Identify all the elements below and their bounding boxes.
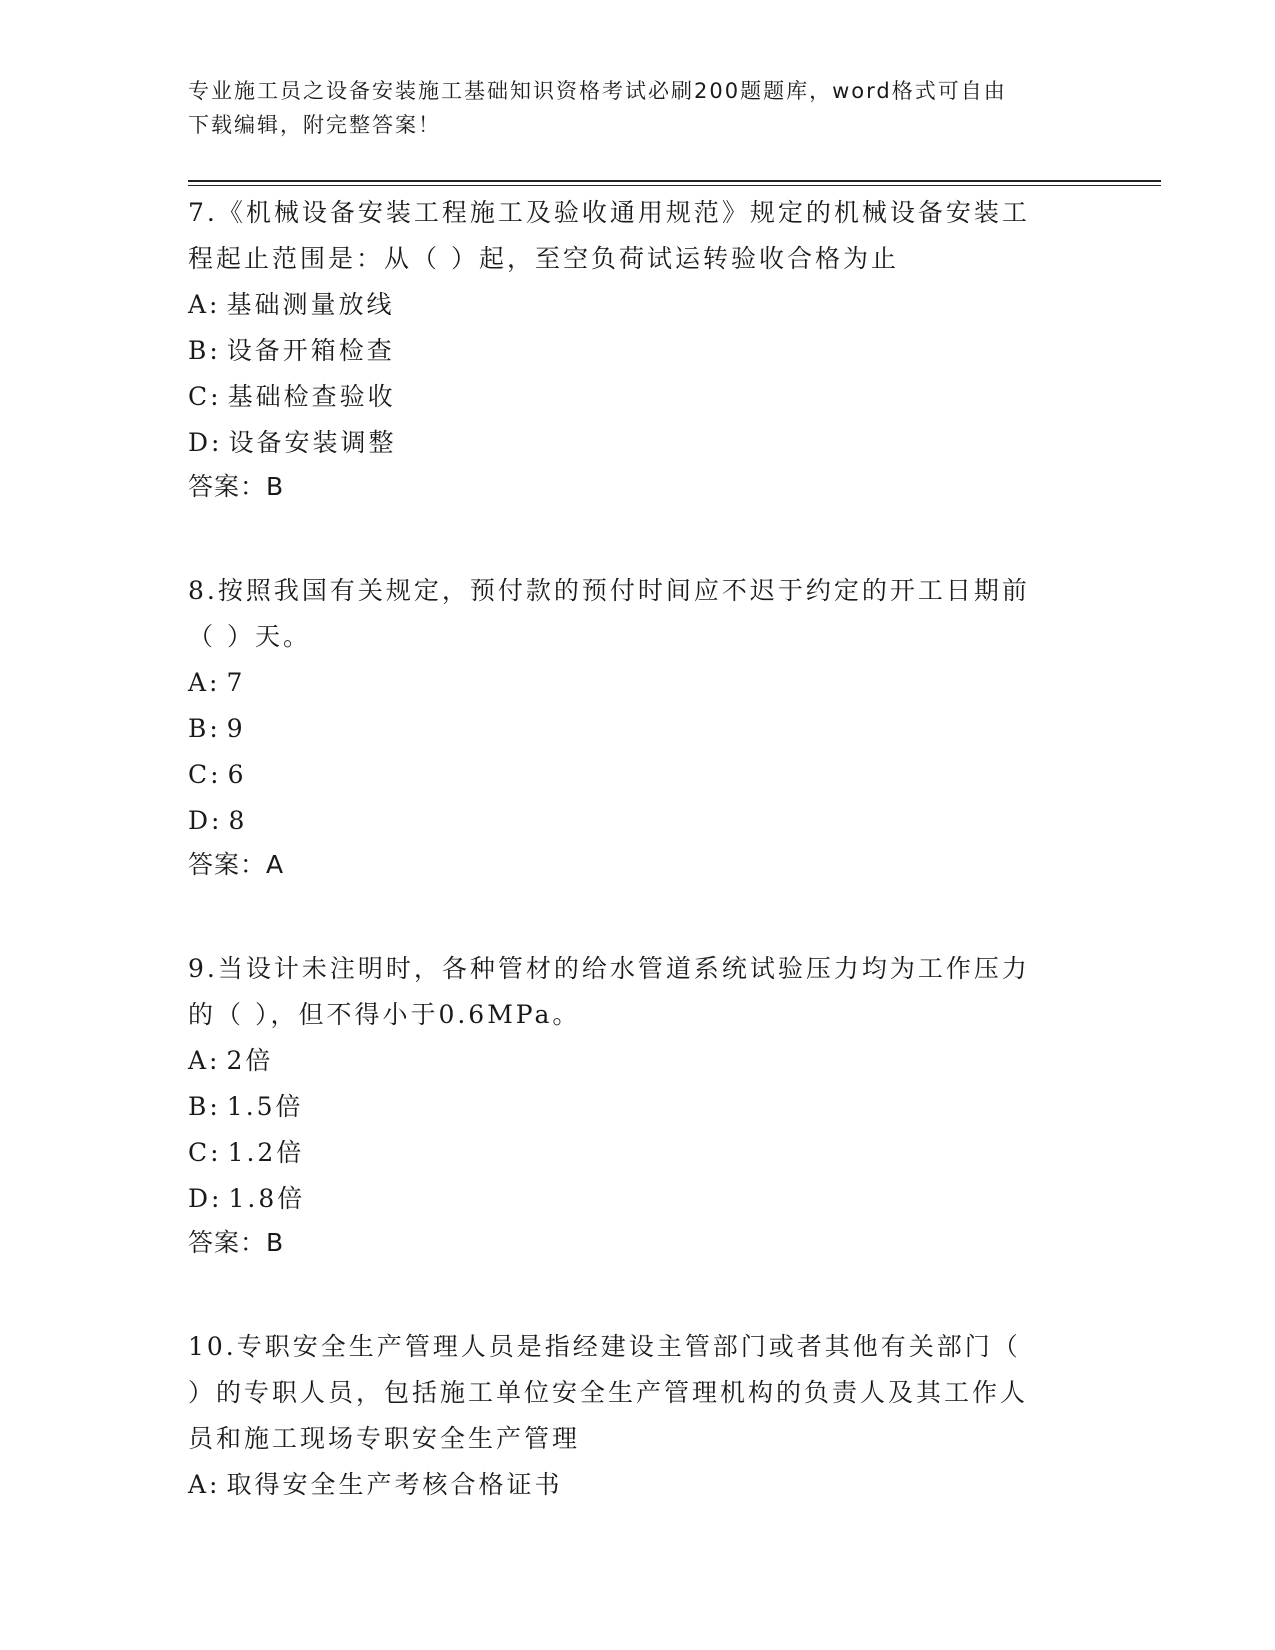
option-text: 设备开箱检查 (226, 336, 395, 365)
question-stem-line: 9.当设计未注明时，各种管材的给水管道系统试验压力均为工作压力 (188, 954, 1030, 983)
question-stem-line: 10.专职安全生产管理人员是指经建设主管部门或者其他有关部门（ (188, 1332, 1021, 1361)
option-label: A: (188, 1046, 221, 1075)
question-stem-line: 的（ ），但不得小于0.6MPa。 (188, 1000, 581, 1029)
answer-line: 答案：A (188, 850, 285, 879)
question-spacer (188, 508, 1088, 568)
option-b (188, 1084, 1088, 1130)
question-stem-line: ）的专职人员，包括施工单位安全生产管理机构的负责人及其工作人 (188, 1378, 1029, 1407)
question-8 (188, 568, 1088, 886)
option-text: 2倍 (226, 1046, 274, 1075)
option-d (188, 1176, 1088, 1222)
option-list (188, 282, 1088, 466)
answer-line: 答案：B (188, 1228, 285, 1257)
option-text: 1.8倍 (228, 1184, 306, 1213)
option-text: 1.2倍 (227, 1138, 305, 1167)
option-label: A: (188, 668, 221, 697)
header-line-2: 下载编辑，附完整答案！ (188, 113, 441, 137)
question-7 (188, 190, 1088, 508)
option-label: B: (188, 336, 221, 365)
answer-line: 答案：B (188, 472, 285, 501)
option-b (188, 328, 1088, 374)
option-text: 9 (226, 714, 246, 743)
question-spacer (188, 1264, 1088, 1324)
option-label: D: (188, 428, 223, 457)
option-a (188, 282, 1088, 328)
option-text: 8 (228, 806, 248, 835)
header-divider-thin (188, 185, 1161, 186)
option-label: C: (188, 382, 222, 411)
option-label: D: (188, 806, 223, 835)
option-c (188, 1130, 1088, 1176)
option-d (188, 420, 1088, 466)
option-list (188, 1038, 1088, 1222)
option-label: C: (188, 1138, 222, 1167)
option-label: C: (188, 760, 222, 789)
header-divider-thick (188, 180, 1161, 182)
option-label: B: (188, 714, 221, 743)
option-text: 基础测量放线 (226, 290, 395, 319)
option-a (188, 660, 1088, 706)
question-stem-line: 8.按照我国有关规定，预付款的预付时间应不迟于约定的开工日期前 (188, 576, 1030, 605)
option-text: 基础检查验收 (227, 382, 396, 411)
question-spacer (188, 886, 1088, 946)
option-list (188, 660, 1088, 844)
option-text: 6 (227, 760, 247, 789)
header-line-1: 专业施工员之设备安装施工基础知识资格考试必刷200题题库，word格式可自由 (188, 79, 1007, 103)
option-c (188, 374, 1088, 420)
option-text: 7 (226, 668, 246, 697)
question-stem-line: 7.《机械设备安装工程施工及验收通用规范》规定的机械设备安装工 (188, 198, 1030, 227)
option-label: A: (188, 1470, 221, 1499)
option-text: 取得安全生产考核合格证书 (226, 1470, 563, 1499)
option-text: 设备安装调整 (228, 428, 397, 457)
option-label: D: (188, 1184, 223, 1213)
option-label: B: (188, 1092, 221, 1121)
question-stem-line: 程起止范围是：从（ ）起，至空负荷试运转验收合格为止 (188, 244, 899, 273)
option-text: 1.5倍 (226, 1092, 304, 1121)
option-label: A: (188, 290, 221, 319)
question-stem-line: （ ）天。 (188, 622, 311, 651)
question-list (188, 190, 1088, 1508)
option-list (188, 1462, 1088, 1508)
document-header (188, 74, 1068, 142)
option-d (188, 798, 1088, 844)
option-b (188, 706, 1088, 752)
option-a (188, 1462, 1088, 1508)
question-10 (188, 1324, 1088, 1508)
option-c (188, 752, 1088, 798)
question-stem-line: 员和施工现场专职安全生产管理 (188, 1424, 581, 1453)
option-a (188, 1038, 1088, 1084)
question-9 (188, 946, 1088, 1264)
